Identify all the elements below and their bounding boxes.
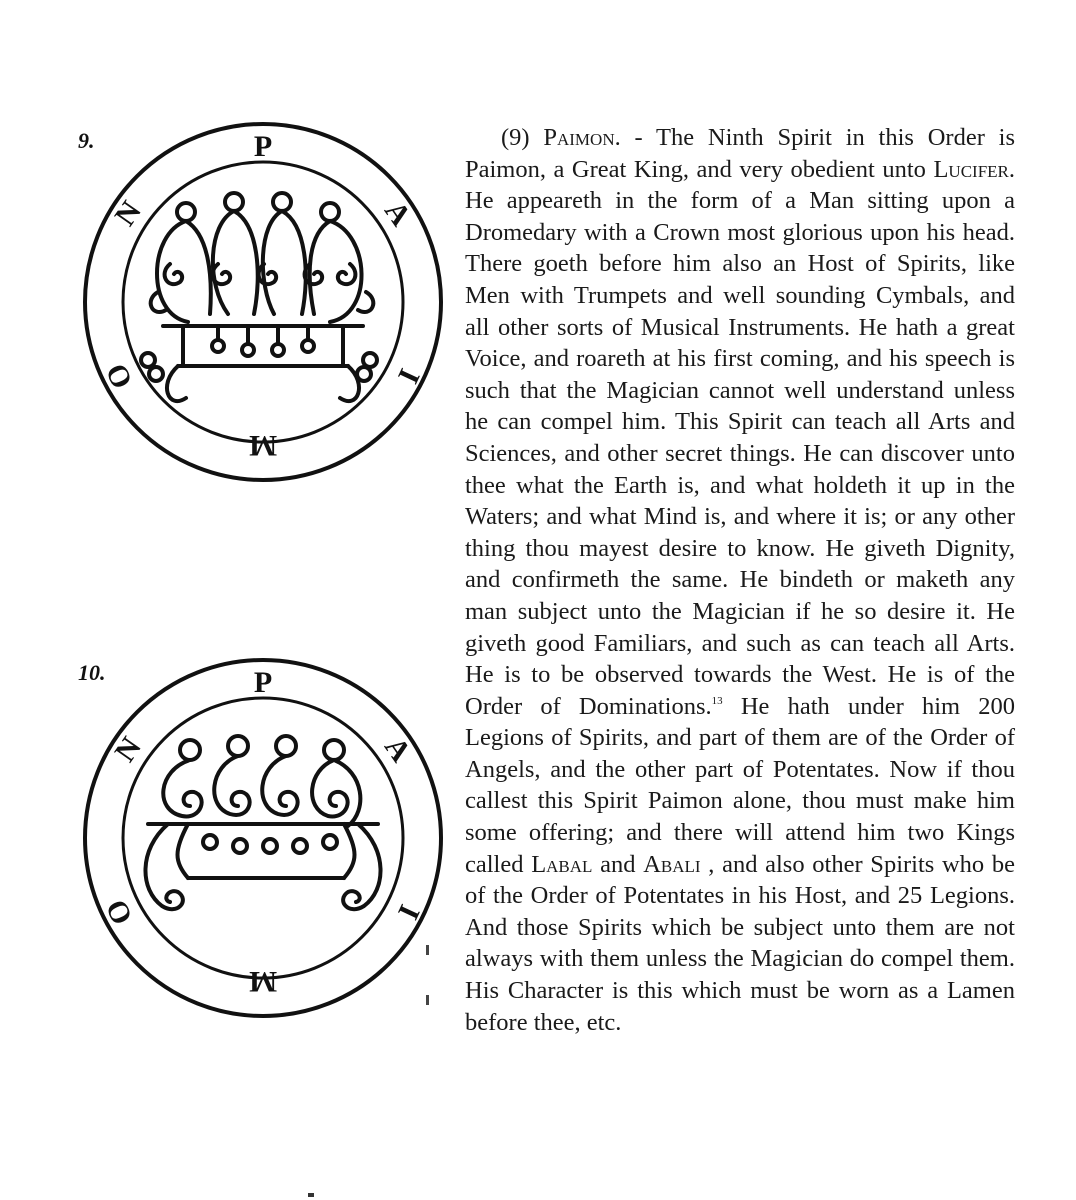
seal-letter-lower-right: I <box>391 899 427 925</box>
name-lucifer: Lucifer <box>933 155 1009 183</box>
name-abali: Abali <box>643 850 701 878</box>
spirit-entry-paimon <box>465 122 1015 1038</box>
sigil-crown-figure-10 <box>145 736 380 909</box>
seal-letter-upper-right: A <box>378 195 418 232</box>
seal-letter-lower-left: O <box>99 894 140 930</box>
sigil-crown-figure-9 <box>141 193 377 401</box>
spirit-name: Paimon <box>543 124 615 151</box>
seal-letter-top: P <box>253 130 273 163</box>
margin-mark <box>426 995 429 1005</box>
entry-paragraph <box>465 122 1015 1038</box>
seal-letter-upper-left: N <box>108 731 148 768</box>
seal-letter-bottom: M <box>248 429 278 462</box>
figure-number: 9. <box>78 128 95 153</box>
entry-number: (9) <box>501 124 544 151</box>
seal-of-paimon-figure-9 <box>78 114 448 484</box>
seal-letter-top: P <box>253 666 273 699</box>
seal-of-paimon-figure-10 <box>78 650 448 1020</box>
seal-letter-upper-right: A <box>378 731 418 768</box>
entry-text: He hath under him 200 Legions of Spirits, and part of them are of the Order of Angels, and the other part of Potentates. Now if thou callest this Spirit Paimon alone, thou must make him some offering; and there will attend him two Kings called <box>465 692 1015 878</box>
entry-text: . - The Ninth Spirit in this Order is Paimon, a Great King, and very obedient unto <box>465 124 1015 183</box>
seal-letter-lower-left: O <box>99 358 140 394</box>
seal-letter-bottom: M <box>248 965 278 998</box>
entry-text: . He appeareth in the form of a Man sitting upon a Dromedary with a Crown most glorious upon his head. There goeth before him also an Host of Spirits, like Men with Trumpets and well sounding Cymbals, and all other sorts of Musical Instruments. He hath a great Voice, and roareth at his first coming, and his speech is such that the Magician cannot well understand unless he can compel him. This Spirit can teach all Arts and Sciences, and other secret things. He can discover unto thee what the Earth is, and what holdeth it up in the Waters; and what Mind is, and where it is; or any other thing thou mayest desire to know. He giveth Dignity, and confirmeth the same. He bindeth or maketh any man subject unto the Magician if he so desire it. He giveth good Familiars, and such as can teach all Arts. He is to be observed towards the West. He is of the Order of Dominations. <box>465 155 1015 720</box>
figure-number: 10. <box>78 660 106 685</box>
name-labal: Labal <box>531 850 593 878</box>
page-mark <box>308 1193 314 1197</box>
margin-mark <box>426 945 429 955</box>
seal-letter-upper-left: N <box>108 195 148 232</box>
entry-text: and <box>592 850 644 878</box>
footnote-reference[interactable]: 13 <box>711 694 723 707</box>
seal-letter-lower-right: I <box>391 363 427 389</box>
entry-text: , and also other Spirits who be of the Order of Potentates in his Host, and 25 Legions. And those Spirits which be subject unto them are not always with them unless the Magician do compel them. His Character is this which must be worn as a Lamen before thee, etc. <box>465 850 1015 1036</box>
